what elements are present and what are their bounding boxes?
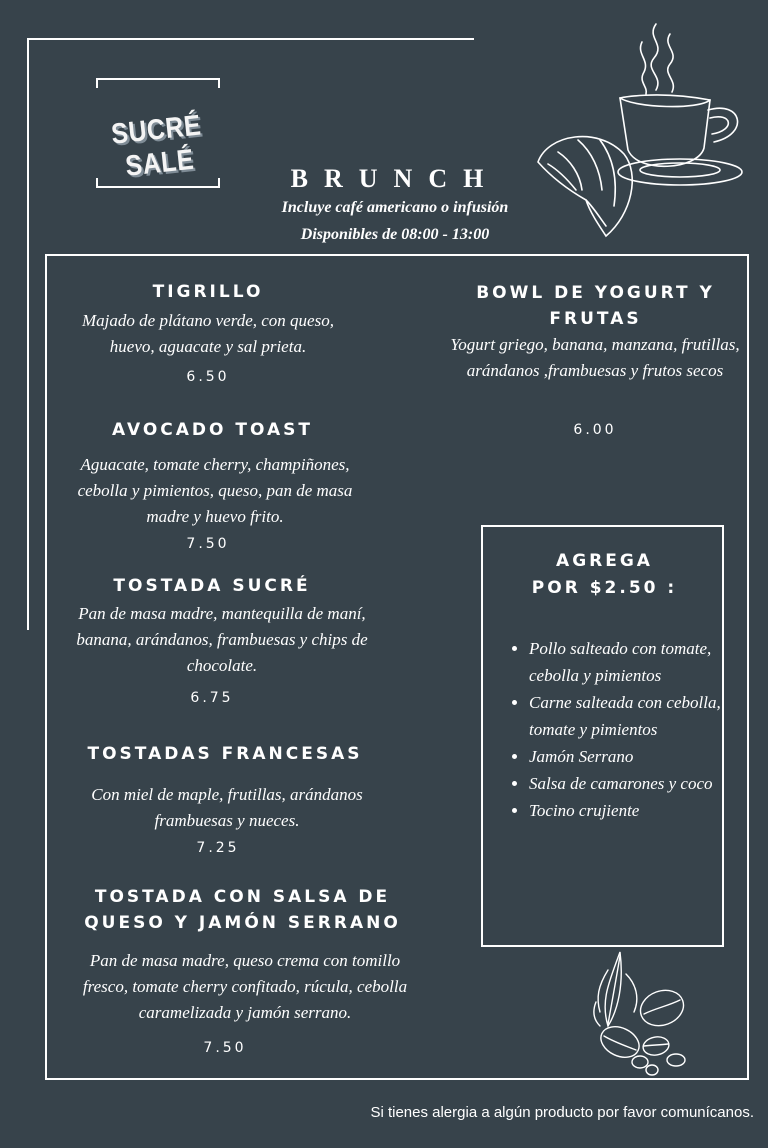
item-price-tigrillo: 6.50	[186, 369, 230, 385]
item-name-tostada-sucre: TOSTADA SUCRÉ	[113, 576, 311, 596]
item-desc-tigrillo: Majado de plátano verde, con queso, huevo, aguacate y sal prieta.	[82, 311, 334, 356]
item-name-tigrillo: TIGRILLO	[152, 282, 264, 302]
item-price-tostada-sucre: 6.75	[190, 690, 234, 706]
subtitle-hours: Disponibles de 08:00 - 13:00	[300, 226, 490, 243]
coffee-beans-icon	[590, 950, 695, 1078]
logo-frame-top	[96, 78, 220, 88]
item-desc-bowl-yogurt: Yogurt griego, banana, manzana, frutillas, arándanos ,frambuesas y frutos secos	[450, 335, 740, 380]
item-price-avocado-toast: 7.50	[186, 536, 230, 552]
logo-text: SUCRÉ SALÉ	[109, 109, 203, 183]
item-name-bowl-yogurt: BOWL DE YOGURT Y FRUTAS	[476, 283, 715, 329]
item-name-tostadas-francesas: TOSTADAS FRANCESAS	[87, 744, 363, 764]
item-price-tostada-serrano: 7.50	[203, 1040, 247, 1056]
logo	[96, 78, 220, 188]
item-desc-tostada-serrano: Pan de masa madre, queso crema con tomillo fresco, tomate cherry confitado, rúcula, cebolla caramelizada y jamón serrano.	[82, 951, 408, 1022]
addon-item: • Salsa de camarones y coco	[529, 770, 729, 797]
addons-list	[511, 635, 729, 824]
item-desc-tostadas-francesas: Con miel de maple, frutillas, arándanos frambuesas y nueces.	[91, 785, 363, 830]
addon-item: • Jamón Serrano	[529, 743, 729, 770]
subtitle-included: Incluye café americano o infusión	[281, 199, 509, 216]
item-price-bowl-yogurt: 6.00	[573, 422, 617, 438]
addons-price: POR $2.50 :	[531, 578, 678, 598]
allergy-note: Si tienes alergia a algún producto por favor comunícanos.	[370, 1104, 754, 1121]
item-price-tostadas-francesas: 7.25	[196, 840, 240, 856]
addons-box	[481, 525, 724, 947]
addon-item: • Tocino crujiente	[529, 797, 729, 824]
addons-title: AGREGA	[556, 551, 653, 571]
item-desc-avocado-toast: Aguacate, tomate cherry, champiñones, cebolla y pimientos, queso, pan de masa madre y huevo frito.	[77, 455, 353, 526]
menu-title: BRUNCH	[290, 164, 500, 193]
top-frame-line	[27, 38, 474, 40]
addon-item: • Pollo salteado con tomate, cebolla y pimientos	[529, 635, 729, 689]
item-name-tostada-serrano: TOSTADA CON SALSA DE QUESO Y JAMÓN SERRANO	[84, 887, 401, 933]
item-desc-tostada-sucre: Pan de masa madre, mantequilla de maní, banana, arándanos, frambuesas y chips de chocolate.	[76, 604, 368, 675]
item-name-avocado-toast: AVOCADO TOAST	[111, 420, 313, 440]
coffee-cup-croissant-icon	[528, 14, 758, 240]
addon-item: • Carne salteada con cebolla, tomate y pimientos	[529, 689, 729, 743]
left-frame-line	[27, 38, 29, 630]
